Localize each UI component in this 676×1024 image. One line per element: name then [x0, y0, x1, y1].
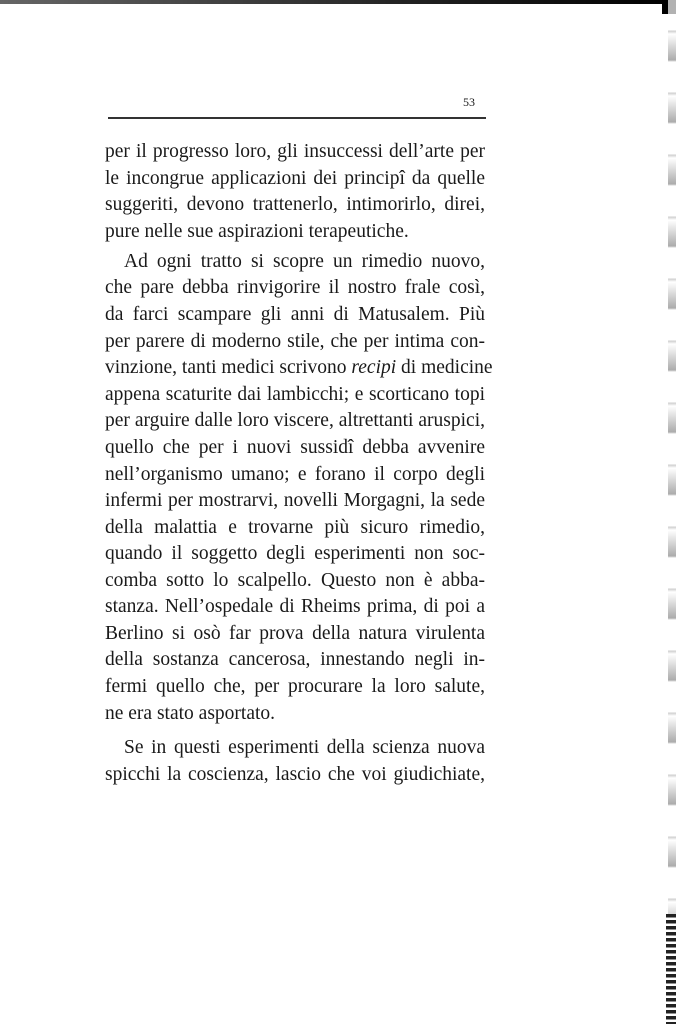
text-line: quello che per i nuovi sussidî debba avvenire	[105, 437, 485, 458]
text-line: appena scaturite dai lambicchi; e scorticano topi	[105, 384, 485, 405]
scan-top-edge	[0, 0, 676, 4]
text-line: da farci scampare gli anni di Matusalem. Più	[105, 304, 485, 325]
text-line: della sostanza cancerosa, innestando negli in-	[105, 649, 485, 670]
text-line: Ad ogni tratto si scopre un rimedio nuovo,	[124, 251, 485, 272]
text-line: nell’organismo umano; e forano il corpo degli	[105, 464, 485, 485]
text-line: comba sotto lo scalpello. Questo non è abba-	[105, 570, 485, 591]
text-line: della malattia e trovarne più sicuro rimedio,	[105, 517, 485, 538]
text-line: stanza. Nell’ospedale di Rheims prima, di poi a	[105, 596, 485, 617]
text-line: pure nelle sue aspirazioni terapeutiche.	[105, 221, 409, 242]
text-segment: vinzione, tanti medici scrivono	[105, 357, 347, 378]
scan-binding-edge	[666, 914, 676, 1024]
text-line: per il progresso loro, gli insuccessi dell’arte per	[105, 141, 485, 162]
text-line: per parere di moderno stile, che per intima con-	[105, 331, 485, 352]
text-line: quando il soggetto degli esperimenti non soc-	[105, 543, 485, 564]
text-line: fermi quello che, per procurare la loro salute,	[105, 676, 485, 697]
text-segment: di medicine	[401, 357, 493, 378]
text-line	[105, 356, 493, 380]
text-line: spicchi la coscienza, lascio che voi giudichiate,	[105, 764, 485, 785]
text-line: ne era stato asportato.	[105, 703, 276, 724]
text-line: Berlino si osò far prova della natura virulenta	[105, 623, 485, 644]
header-rule	[108, 117, 486, 119]
text-line: che pare debba rinvigorire il nostro frale così,	[105, 277, 485, 298]
page-number: 53	[463, 95, 475, 109]
text-line: per arguire dalle loro viscere, altrettanti aruspici,	[105, 410, 485, 431]
italic-word: recipi	[351, 357, 397, 378]
text-line: Se in questi esperimenti della scienza nuova	[124, 737, 485, 758]
scan-right-edge	[668, 0, 676, 1024]
text-line: suggeriti, devono trattenerlo, intimorirlo, direi,	[105, 194, 485, 215]
text-line: infermi per mostrarvi, novelli Morgagni, la sede	[105, 490, 485, 511]
text-line: le incongrue applicazioni dei principî da quelle	[105, 168, 485, 189]
